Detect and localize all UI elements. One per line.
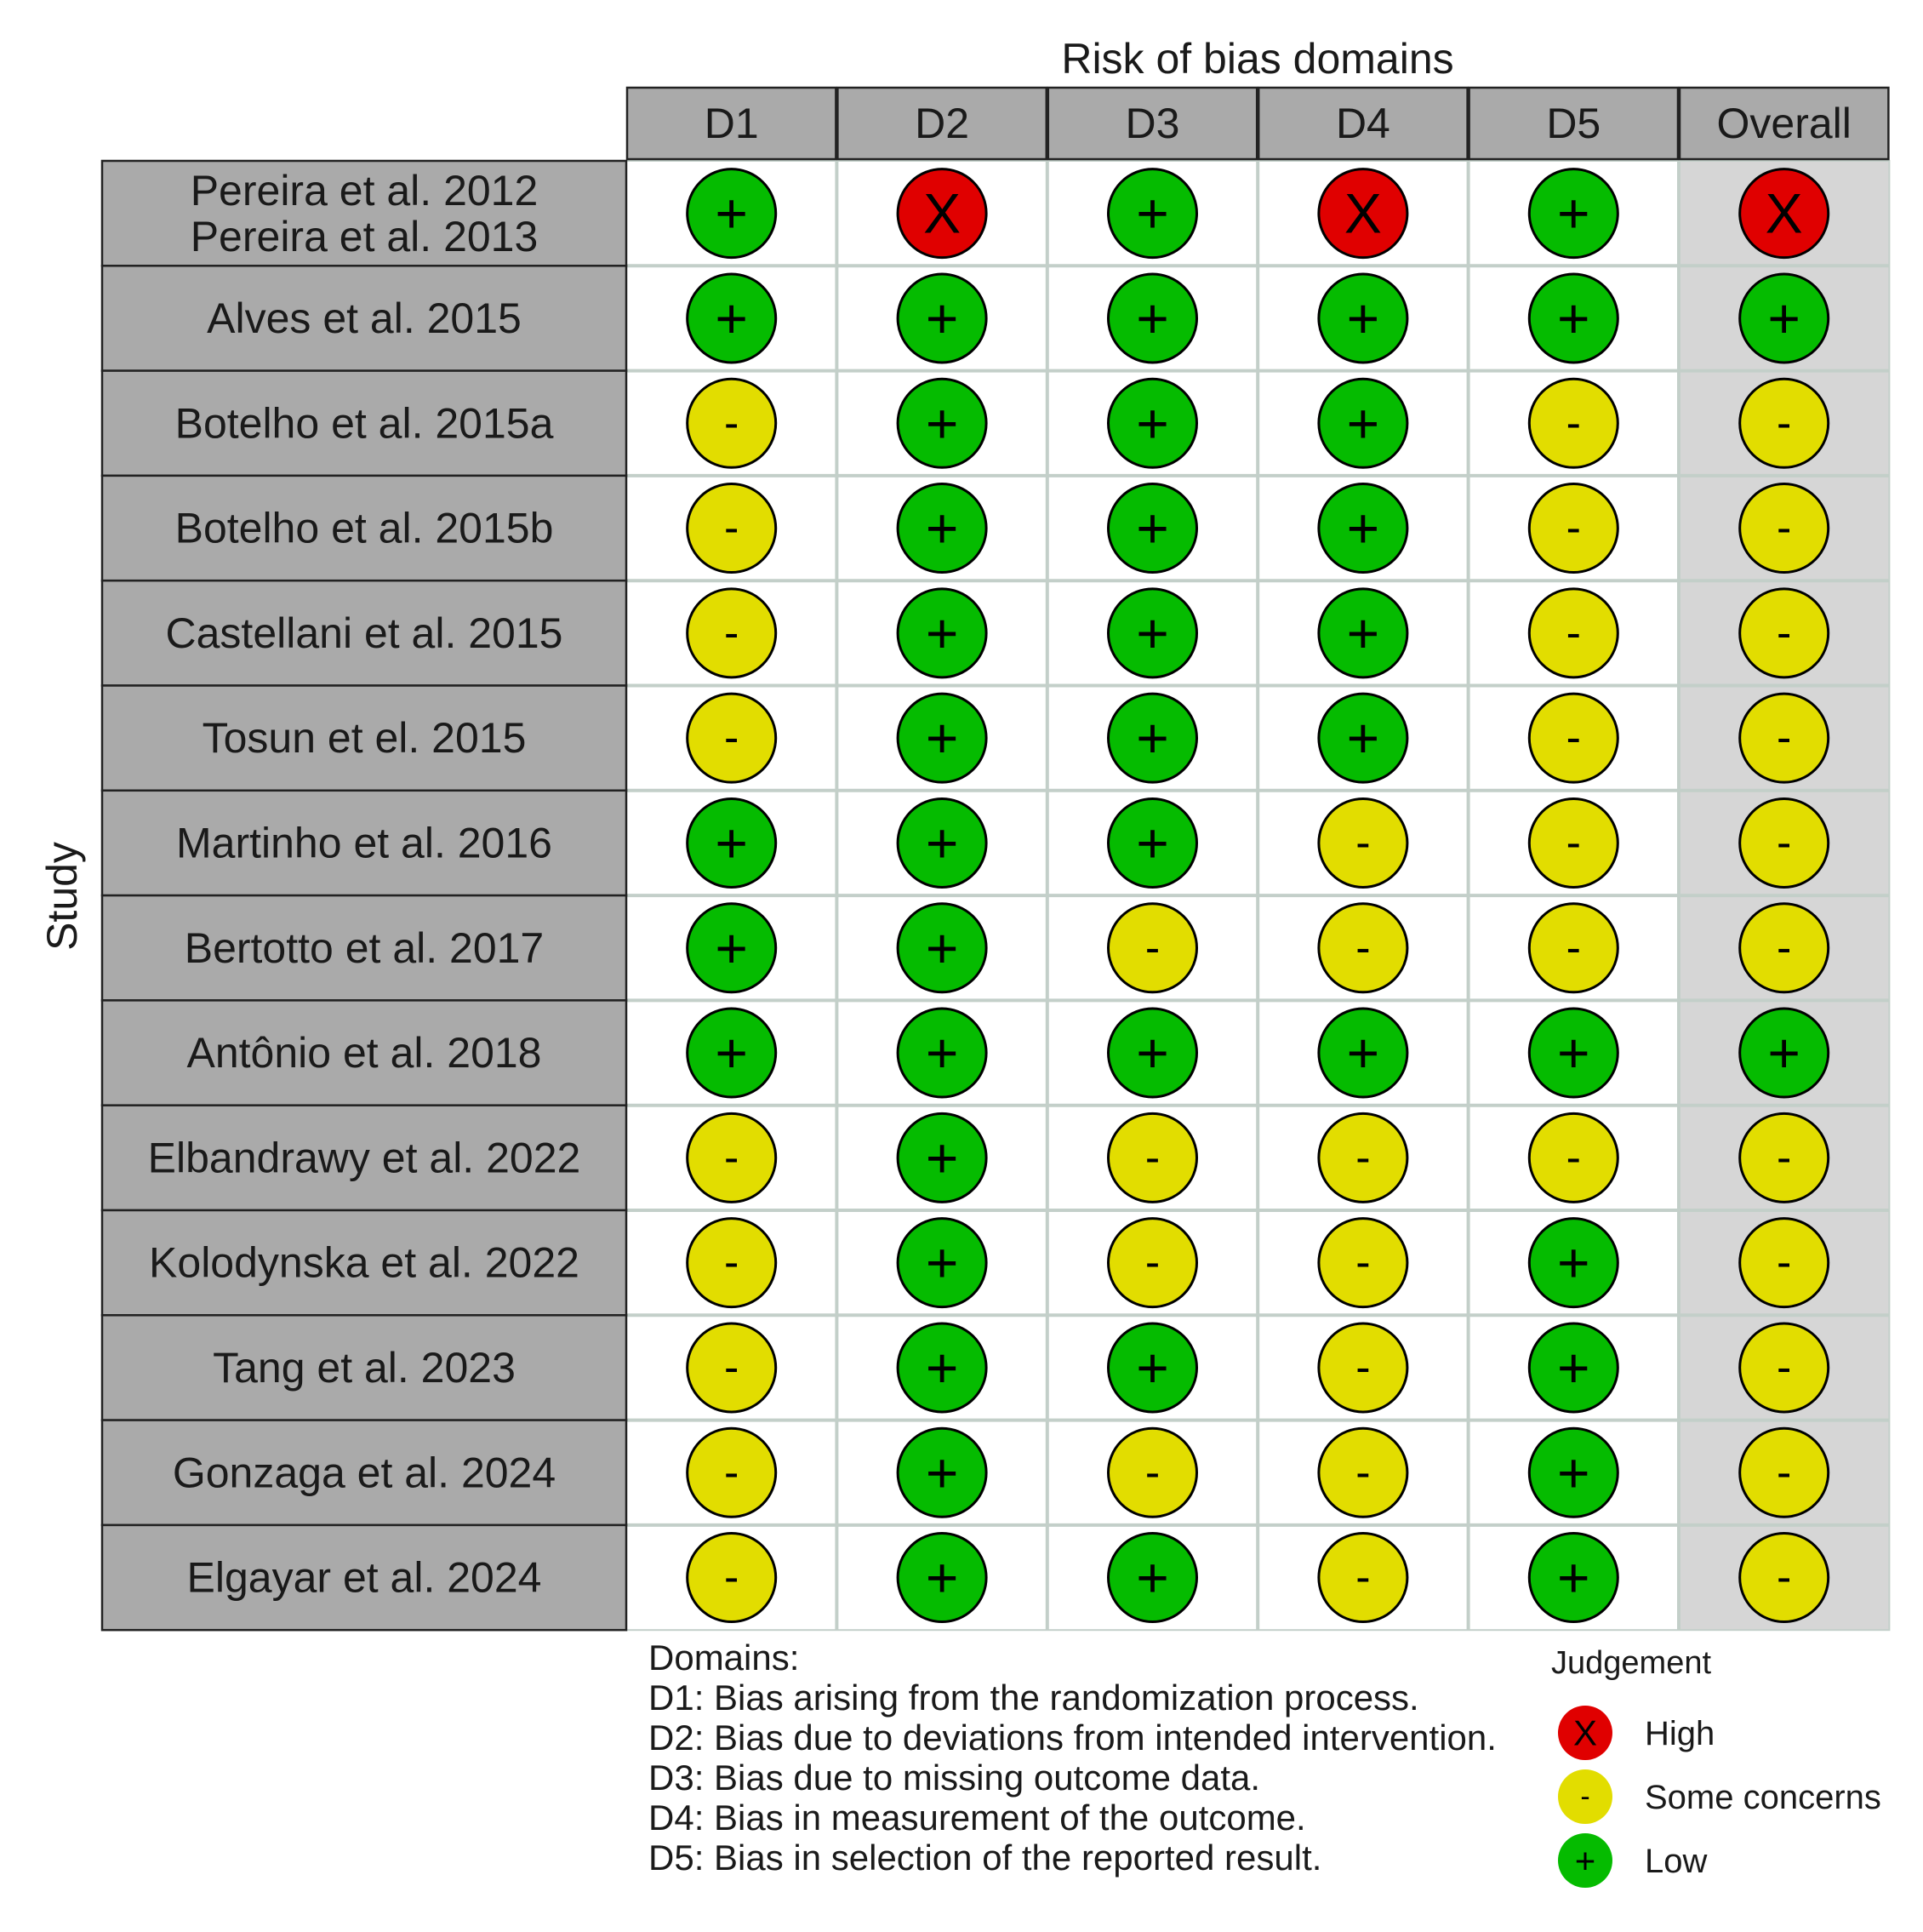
- judgement-mark: [688, 1323, 776, 1412]
- column-header-d2: D2: [915, 100, 970, 147]
- judgement-symbol: +: [715, 181, 748, 245]
- judgement-mark: [1319, 274, 1407, 363]
- judgement-symbol: -: [1355, 1552, 1371, 1603]
- judgement-mark: [1529, 1534, 1618, 1622]
- judgement-mark: [688, 1534, 776, 1622]
- judgement-symbol: +: [1557, 181, 1590, 245]
- judgement-mark: [898, 798, 986, 887]
- judgement-symbol: -: [1566, 818, 1581, 868]
- judgement-mark: [898, 169, 986, 258]
- judgement-symbol: +: [925, 1231, 959, 1295]
- legend-symbol: +: [1574, 1840, 1596, 1881]
- judgement-symbol: -: [1566, 608, 1581, 658]
- judgement-symbol: -: [1355, 1133, 1371, 1183]
- domain-description: D2: Bias due to deviations from intended intervention.: [648, 1718, 1497, 1758]
- judgement-symbol: -: [1355, 1342, 1371, 1392]
- judgement-mark: [1109, 1113, 1197, 1202]
- judgement-symbol: -: [1777, 398, 1792, 449]
- judgement-symbol: +: [1136, 392, 1169, 455]
- judgement-symbol: +: [1136, 601, 1169, 665]
- judgement-mark: [898, 484, 986, 573]
- judgement-mark: [1740, 589, 1829, 677]
- judgement-symbol: +: [1136, 811, 1169, 875]
- judgement-symbol: +: [1557, 286, 1590, 350]
- judgement-symbol: +: [1346, 601, 1380, 665]
- study-label: Pereira et al. 2013: [190, 213, 539, 260]
- judgement-symbol: +: [925, 286, 959, 350]
- judgement-symbol: +: [1136, 1335, 1169, 1399]
- judgement-symbol: +: [1557, 1441, 1590, 1505]
- judgement-symbol: +: [1346, 392, 1380, 455]
- judgement-mark: [1740, 1219, 1829, 1307]
- judgement-mark: [1319, 589, 1407, 677]
- column-header-d5: D5: [1546, 100, 1601, 147]
- judgement-mark: [1109, 1219, 1197, 1307]
- judgement-mark: [1529, 904, 1618, 992]
- judgement-symbol: -: [1777, 818, 1792, 868]
- judgement-mark: [1109, 589, 1197, 677]
- judgement-mark: [1319, 694, 1407, 782]
- judgement-symbol: -: [1566, 1133, 1581, 1183]
- judgement-mark: [1529, 1428, 1618, 1517]
- legend-item: [1558, 1706, 1715, 1760]
- judgement-mark: [1529, 379, 1618, 467]
- judgement-mark: [688, 379, 776, 467]
- judgement-symbol: +: [925, 1126, 959, 1190]
- domain-description: D1: Bias arising from the randomization process.: [648, 1678, 1419, 1718]
- grid: [102, 88, 1889, 1630]
- judgement-mark: [898, 1113, 986, 1202]
- judgement-symbol: +: [715, 916, 748, 980]
- study-label: Kolodynska et al. 2022: [149, 1238, 579, 1287]
- judgement-symbol: +: [1346, 286, 1380, 350]
- study-label: Gonzaga et al. 2024: [172, 1449, 556, 1497]
- judgement-mark: [1740, 274, 1829, 363]
- judgement-mark: [898, 379, 986, 467]
- y-axis-label: Study: [38, 842, 86, 951]
- judgement-mark: [688, 1428, 776, 1517]
- judgement-mark: [1740, 694, 1829, 782]
- judgement-mark: [1319, 1113, 1407, 1202]
- study-label: Tang et al. 2023: [213, 1343, 516, 1392]
- study-label: Antônio et al. 2018: [186, 1029, 542, 1077]
- judgement-mark: [1529, 798, 1618, 887]
- judgement-symbol: +: [1136, 706, 1169, 770]
- judgement-symbol: -: [1355, 1238, 1371, 1288]
- study-label: Botelho et al. 2015a: [174, 399, 554, 448]
- judgement-symbol: -: [724, 1238, 739, 1288]
- judgement-symbol: -: [724, 1448, 739, 1498]
- judgement-symbol: -: [1566, 923, 1581, 973]
- column-header-overall: Overall: [1716, 100, 1852, 147]
- judgement-mark: [1740, 1534, 1829, 1622]
- judgement-symbol: -: [724, 713, 739, 763]
- judgement-mark: [1529, 694, 1618, 782]
- judgement-mark: [1319, 484, 1407, 573]
- judgement-symbol: X: [1765, 181, 1803, 245]
- judgement-mark: [1740, 484, 1829, 573]
- judgement-symbol: -: [1777, 503, 1792, 553]
- judgement-symbol: -: [1777, 1342, 1792, 1392]
- judgement-mark: [1740, 1009, 1829, 1097]
- judgement-mark: [1109, 1323, 1197, 1412]
- judgement-mark: [898, 694, 986, 782]
- judgement-mark: [1109, 1009, 1197, 1097]
- study-label: Castellani et al. 2015: [165, 609, 563, 657]
- judgement-symbol: +: [925, 916, 959, 980]
- judgement-mark: [1319, 1534, 1407, 1622]
- judgement-mark: [898, 904, 986, 992]
- judgement-mark: [1529, 1113, 1618, 1202]
- judgement-mark: [688, 274, 776, 363]
- judgement-symbol: +: [1557, 1231, 1590, 1295]
- judgement-symbol: -: [1777, 1133, 1792, 1183]
- legend-item: [1558, 1833, 1707, 1888]
- judgement-mark: [1319, 1219, 1407, 1307]
- judgement-mark: [688, 798, 776, 887]
- domains-heading: Domains:: [648, 1638, 800, 1678]
- judgement-symbol: -: [1355, 818, 1371, 868]
- judgement-mark: [1529, 1009, 1618, 1097]
- judgement-symbol: -: [1777, 923, 1792, 973]
- judgement-symbol: -: [724, 1342, 739, 1392]
- judgement-mark: [1740, 1113, 1829, 1202]
- study-label: Elgayar et al. 2024: [186, 1553, 542, 1602]
- judgement-mark: [898, 1428, 986, 1517]
- judgement-mark: [1109, 1534, 1197, 1622]
- judgement-symbol: +: [925, 601, 959, 665]
- judgement-symbol: +: [1346, 706, 1380, 770]
- judgement-mark: [1529, 274, 1618, 363]
- judgement-symbol: +: [925, 392, 959, 455]
- judgement-symbol: +: [1557, 1335, 1590, 1399]
- judgement-mark: [1529, 169, 1618, 258]
- judgement-symbol: -: [724, 608, 739, 658]
- judgement-symbol: +: [1136, 1021, 1169, 1085]
- judgement-mark: [1740, 379, 1829, 467]
- column-header-d1: D1: [704, 100, 759, 147]
- legend-label: Some concerns: [1645, 1779, 1881, 1816]
- judgement-symbol: +: [715, 811, 748, 875]
- judgement-symbol: +: [925, 706, 959, 770]
- chart-title: Risk of bias domains: [1061, 35, 1454, 83]
- judgement-symbol: -: [1355, 1448, 1371, 1498]
- judgement-symbol: +: [925, 1335, 959, 1399]
- judgement-mark: [1740, 1323, 1829, 1412]
- judgement-symbol: -: [1144, 1448, 1161, 1498]
- judgement-symbol: -: [1777, 1448, 1792, 1498]
- judgement-mark: [1109, 1428, 1197, 1517]
- judgement-symbol: -: [1566, 713, 1581, 763]
- study-label: Alves et al. 2015: [207, 294, 522, 342]
- judgement-mark: [688, 1219, 776, 1307]
- judgement-mark: [1319, 798, 1407, 887]
- judgement-mark: [1109, 798, 1197, 887]
- judgement-symbol: -: [1144, 1133, 1161, 1183]
- study-label: Martinho et al. 2016: [176, 819, 552, 867]
- judgement-mark: [1109, 484, 1197, 573]
- judgement-mark: [1740, 1428, 1829, 1517]
- judgement-symbol: +: [1136, 181, 1169, 245]
- judgement-mark: [1529, 589, 1618, 677]
- judgement-mark: [688, 484, 776, 573]
- study-label: Pereira et al. 2012: [190, 167, 539, 214]
- judgement-symbol: X: [1344, 181, 1382, 245]
- judgement-mark: [688, 1113, 776, 1202]
- judgement-symbol: +: [925, 1441, 959, 1505]
- judgement-symbol: X: [923, 181, 962, 245]
- column-header-d3: D3: [1125, 100, 1180, 147]
- judgement-mark: [898, 1534, 986, 1622]
- judgement-mark: [1740, 904, 1829, 992]
- judgement-symbol: +: [1557, 1021, 1590, 1085]
- judgement-mark: [688, 589, 776, 677]
- judgement-mark: [1529, 484, 1618, 573]
- judgement-mark: [688, 1009, 776, 1097]
- judgement-mark: [1319, 1428, 1407, 1517]
- judgement-symbol: -: [724, 1133, 739, 1183]
- judgement-mark: [1529, 1219, 1618, 1307]
- study-label: Elbandrawy et al. 2022: [147, 1134, 581, 1182]
- legend-label: High: [1645, 1715, 1715, 1752]
- judgement-mark: [898, 1323, 986, 1412]
- judgement-symbol: -: [724, 1552, 739, 1603]
- judgement-mark: [1109, 694, 1197, 782]
- judgement-symbol: -: [1144, 923, 1161, 973]
- legend-item: [1558, 1769, 1881, 1824]
- judgement-symbol: -: [1566, 398, 1581, 449]
- study-label: Tosun et el. 2015: [202, 714, 527, 763]
- study-label: Bertotto et al. 2017: [184, 923, 545, 972]
- judgement-mark: [1319, 1323, 1407, 1412]
- judgement-symbol: +: [1346, 496, 1380, 560]
- legend-title: Judgement: [1551, 1645, 1712, 1681]
- study-label: Botelho et al. 2015b: [174, 504, 554, 552]
- judgement-mark: [1109, 169, 1197, 258]
- judgement-mark: [688, 904, 776, 992]
- judgement-symbol: +: [715, 286, 748, 350]
- judgement-symbol: +: [925, 496, 959, 560]
- judgement-mark: [898, 589, 986, 677]
- judgement-symbol: -: [1777, 1238, 1792, 1288]
- judgement-symbol: +: [715, 1021, 748, 1085]
- legend-label: Low: [1645, 1843, 1708, 1880]
- judgement-mark: [1319, 379, 1407, 467]
- judgement-mark: [898, 274, 986, 363]
- domains-legend: [648, 1638, 1497, 1878]
- judgement-mark: [688, 169, 776, 258]
- judgement-symbol: +: [1136, 496, 1169, 560]
- domain-description: D5: Bias in selection of the reported result.: [648, 1838, 1322, 1878]
- judgement-symbol: -: [1777, 713, 1792, 763]
- judgement-symbol: -: [1566, 503, 1581, 553]
- legend-symbol: -: [1580, 1781, 1590, 1813]
- judgement-mark: [898, 1219, 986, 1307]
- legend-symbol: X: [1572, 1712, 1598, 1753]
- judgement-symbol: +: [925, 811, 959, 875]
- judgement-symbol: -: [1144, 1238, 1161, 1288]
- judgement-symbol: +: [925, 1546, 959, 1609]
- judgement-symbol: +: [1346, 1021, 1380, 1085]
- judgement-symbol: +: [1136, 1546, 1169, 1609]
- judgement-symbol: +: [1136, 286, 1169, 350]
- judgement-mark: [688, 694, 776, 782]
- judgement-symbol: +: [1767, 1021, 1800, 1085]
- judgement-symbol: -: [1355, 923, 1371, 973]
- judgement-symbol: +: [925, 1021, 959, 1085]
- domain-description: D4: Bias in measurement of the outcome.: [648, 1798, 1306, 1838]
- judgement-mark: [1109, 904, 1197, 992]
- column-header-d4: D4: [1335, 100, 1390, 147]
- judgement-mark: [1319, 904, 1407, 992]
- judgement-mark: [1109, 379, 1197, 467]
- judgement-mark: [1319, 169, 1407, 258]
- judgement-symbol: +: [1557, 1546, 1590, 1609]
- judgement-mark: [1529, 1323, 1618, 1412]
- judgement-symbol: -: [1777, 608, 1792, 658]
- judgement-mark: [1740, 169, 1829, 258]
- judgement-mark: [1319, 1009, 1407, 1097]
- judgement-legend: [1551, 1645, 1881, 1888]
- judgement-mark: [898, 1009, 986, 1097]
- judgement-symbol: -: [724, 398, 739, 449]
- judgement-symbol: -: [1777, 1552, 1792, 1603]
- judgement-mark: [1109, 274, 1197, 363]
- judgement-symbol: -: [724, 503, 739, 553]
- judgement-mark: [1740, 798, 1829, 887]
- judgement-symbol: +: [1767, 286, 1800, 350]
- domain-description: D3: Bias due to missing outcome data.: [648, 1758, 1261, 1798]
